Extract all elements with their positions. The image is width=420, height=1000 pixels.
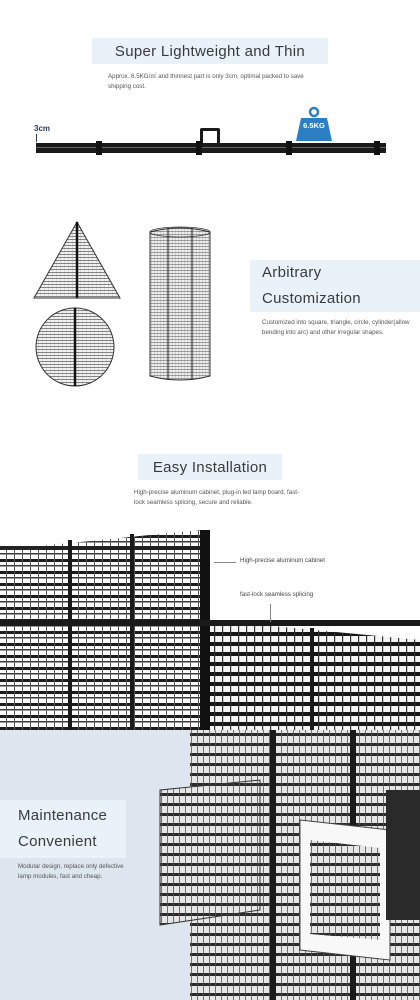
thin-panel-profile <box>36 143 386 153</box>
installation-section <box>0 430 420 730</box>
customization-title-line2: Customization <box>262 290 361 307</box>
panel-joint <box>96 141 102 155</box>
customization-section <box>0 200 420 430</box>
lightweight-description: Approx. 6.5KG/㎡ and thinnest part is only 3cm, optimal packed to save shipping cost. <box>108 73 304 90</box>
cylinder-panel-icon <box>148 224 212 384</box>
panel-joint <box>196 141 202 155</box>
panel-stripe <box>36 147 386 148</box>
thickness-label: 3cm <box>34 124 51 133</box>
weight-label: 6.5KG <box>303 121 325 130</box>
maintenance-panels-image <box>150 730 420 1000</box>
panel-joint <box>374 141 380 155</box>
maintenance-title-line1: Maintenance <box>18 807 108 824</box>
maintenance-title-line2: Convenient <box>18 833 97 850</box>
triangle-panel-icon <box>32 220 122 300</box>
callout-splicing: fast-lock seamless splicing <box>240 591 314 598</box>
customization-description: Customized into square, triangle, circle, cylinder(allow bending into arc) and other irregular shapes. <box>262 319 410 336</box>
thickness-dimension-line <box>36 134 37 142</box>
installation-description: High-precise aluminum cabinet, plug-in led lamp board, fast-lock seamless splicing, secure and reliable. <box>134 489 300 506</box>
lightweight-title: Super Lightweight and Thin <box>92 38 328 64</box>
circle-panel-icon <box>34 306 116 388</box>
maintenance-title <box>0 800 126 858</box>
callout-cabinet: High-precise aluminum cabinet <box>240 557 325 564</box>
installation-title: Easy Installation <box>138 454 282 480</box>
led-mesh-panels-image <box>0 520 420 730</box>
lightweight-section <box>0 0 420 200</box>
panel-handle <box>200 128 220 144</box>
callout-line-cabinet <box>214 562 236 563</box>
customization-title <box>250 260 420 312</box>
callout-line-splicing <box>270 604 271 622</box>
maintenance-section <box>0 730 420 1000</box>
maintenance-description: Modular design, replace only defective lamp modules, fast and cheap. <box>18 863 124 880</box>
panel-joint <box>286 141 292 155</box>
customization-title-line1: Arbitrary <box>262 264 322 281</box>
